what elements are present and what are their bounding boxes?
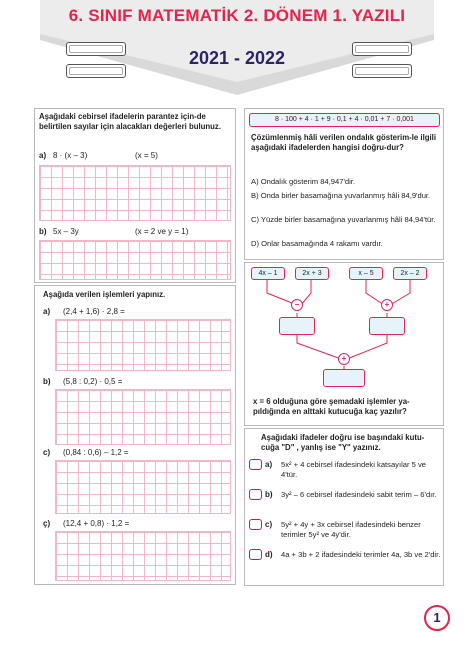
exam-title: 6. SINIF MATEMATİK 2. DÖNEM 1. YAZILI — [68, 6, 406, 25]
question-2-prompt: Aşağıda verilen işlemleri yapınız. — [43, 290, 166, 299]
q2-b-label: b) — [43, 377, 51, 386]
plus-operator-bottom: + — [338, 353, 350, 365]
plus-operator-right: + — [381, 299, 393, 311]
q2-a-work-grid[interactable] — [55, 319, 231, 371]
q2-cc-label: ç) — [43, 519, 51, 528]
q1-a-label: a) — [39, 151, 47, 160]
q2-a-expression: (2,4 + 1,6) · 2,8 = — [63, 307, 125, 316]
q1-b-work-grid[interactable] — [39, 240, 231, 280]
q3-option-c[interactable]: C) Yüzde birler basamağına yuvarlanmış hâli 84,94'tür. — [251, 215, 436, 224]
q3-option-d[interactable]: D) Onlar basamağında 4 rakamı vardır. — [251, 239, 383, 248]
school-year: 2021 - 2022 — [188, 48, 286, 68]
intermediate-result-box-right[interactable] — [369, 317, 405, 335]
score-field[interactable] — [352, 64, 412, 78]
question-3-prompt: Çözümlenmiş hâli verilen ondalık gösterim-le ilgili aşağıdaki ifadelerden hangisi doğru-dur? — [251, 133, 437, 152]
question-4-prompt: x = 6 olduğuna göre şemadaki işlemler ya-pıldığında en alttaki kutucuğa kaç yazılır? — [253, 397, 410, 416]
expression-box-2: 2x + 3 — [295, 267, 329, 280]
q5-a-label: a) — [265, 460, 273, 469]
q5-a-text: 5x² + 4 cebirsel ifadesindeki katsayılar 5 ve 4'tür. — [281, 460, 426, 479]
q3-option-b[interactable]: B) Onda birler basamağına yuvarlanmış hâli 84,9'dur. — [251, 191, 431, 200]
class-field[interactable] — [66, 64, 126, 78]
q2-cc-work-grid[interactable] — [55, 531, 231, 581]
q2-b-expression: (5,8 : 0,2) · 0,5 = — [63, 377, 123, 386]
q2-b-work-grid[interactable] — [55, 389, 231, 445]
q5-c-label: c) — [265, 520, 273, 529]
q1-b-condition: (x = 2 ve y = 1) — [135, 227, 189, 236]
question-1-panel — [34, 108, 236, 283]
question-4-panel — [244, 262, 444, 426]
minus-operator: – — [291, 299, 303, 311]
q5-b-text: 3y² – 6 cebirsel ifadesindeki sabit terim – 6'dır. — [281, 490, 437, 499]
q5-d-label: d) — [265, 550, 273, 559]
q1-b-expression: 5x – 3y — [53, 227, 79, 236]
question-5-prompt: Aşağıdaki ifadeler doğru ise başındaki kutu-cuğa "D" , yanlış ise "Y" yazınız. — [261, 433, 425, 452]
page-number: 1 — [424, 605, 450, 631]
q5-c-answer-box[interactable] — [249, 519, 262, 530]
q2-c-label: c) — [43, 448, 51, 457]
number-field[interactable] — [352, 42, 412, 56]
intermediate-result-box-left[interactable] — [279, 317, 315, 335]
q5-c-text: 5y² + 4y + 3x cebirsel ifadesindeki benzer terimler 5y² ve 4y'dir. — [281, 520, 421, 539]
final-result-box[interactable] — [323, 369, 365, 387]
expression-box-1: 4x – 1 — [251, 267, 285, 280]
q2-c-expression: (0,84 : 0,6) – 1,2 = — [63, 448, 129, 457]
expression-box-4: 2x – 2 — [393, 267, 427, 280]
q2-c-work-grid[interactable] — [55, 460, 231, 514]
name-field[interactable] — [66, 42, 126, 56]
q5-d-text: 4a + 3b + 2 ifadesindeki terimler 4a, 3b ve 2'dir. — [281, 550, 441, 559]
q5-d-answer-box[interactable] — [249, 549, 262, 560]
header — [0, 0, 474, 100]
q1-b-label: b) — [39, 227, 47, 236]
question-3-panel — [244, 108, 444, 260]
q1-a-work-grid[interactable] — [39, 165, 231, 221]
q5-b-answer-box[interactable] — [249, 489, 262, 500]
q2-cc-expression: (12,4 + 0,8) · 1,2 = — [63, 519, 130, 528]
q1-a-expression: 8 · (x – 3) — [53, 151, 88, 160]
q3-option-a[interactable]: A) Ondalık gösterim 84,947'dir. — [251, 177, 356, 186]
question-5-panel — [244, 428, 444, 586]
decimal-expansion-text: 8 · 100 + 4 · 1 + 9 · 0,1 + 4 · 0,01 + 7 · 0,001 — [275, 116, 414, 123]
q5-a-answer-box[interactable] — [249, 459, 262, 470]
question-2-panel — [34, 285, 236, 585]
q2-a-label: a) — [43, 307, 51, 316]
decimal-expansion-box — [249, 113, 440, 127]
question-1-prompt: Aşağıdaki cebirsel ifadelerin parantez için-de belirtilen sayılar için alacakları değerleri bulunuz. — [39, 112, 221, 131]
expression-box-3: x – 5 — [349, 267, 383, 280]
q5-b-label: b) — [265, 490, 273, 499]
q1-a-condition: (x = 5) — [135, 151, 158, 160]
